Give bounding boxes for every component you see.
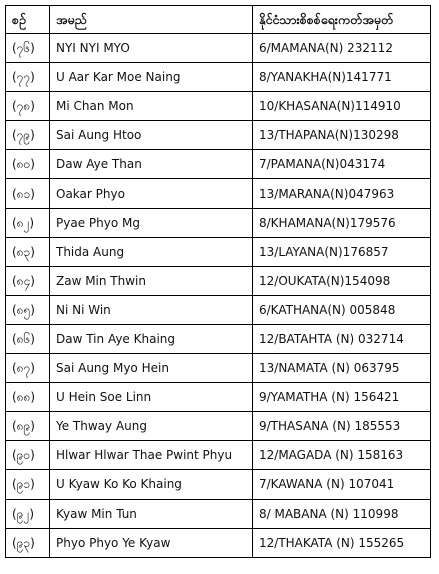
- cell-number: (၈၉): [6, 412, 50, 441]
- cell-nrc: 8/KHAMANA(N)179576: [253, 208, 431, 237]
- cell-number: (၇၇): [6, 63, 50, 92]
- table-row: [6, 499, 431, 528]
- table-row: [6, 470, 431, 499]
- cell-number: (၈၅): [6, 295, 50, 324]
- cell-number: (၉၀): [6, 441, 50, 470]
- cell-name: Ye Thway Aung: [50, 412, 253, 441]
- table-row: [6, 92, 431, 121]
- table-row: [6, 354, 431, 383]
- cell-number: (၈၇): [6, 354, 50, 383]
- column-header-nrc: နိုင်ငံသားစိစစ်ရေးကတ်အမှတ်: [253, 6, 431, 34]
- cell-name: Sai Aung Myo Hein: [50, 354, 253, 383]
- cell-name: Ni Ni Win: [50, 295, 253, 324]
- cell-nrc: 10/KHASANA(N)114910: [253, 92, 431, 121]
- cell-number: (၈၂): [6, 208, 50, 237]
- table-row: [6, 34, 431, 63]
- cell-name: Daw Tin Aye Khaing: [50, 324, 253, 353]
- cell-nrc: 12/BATAHTA (N) 032714: [253, 324, 431, 353]
- table-row: [6, 528, 431, 557]
- cell-number: (၈၁): [6, 179, 50, 208]
- column-header-name: အမည်: [50, 6, 253, 34]
- cell-nrc: 7/PAMANA(N)043174: [253, 150, 431, 179]
- table-row: [6, 63, 431, 92]
- cell-number: (၇၆): [6, 34, 50, 63]
- cell-nrc: 6/KATHANA(N) 005848: [253, 295, 431, 324]
- table-header: [6, 6, 431, 34]
- cell-nrc: 8/YANAKHA(N)141771: [253, 63, 431, 92]
- header-row: [6, 6, 431, 34]
- cell-name: Pyae Phyo Mg: [50, 208, 253, 237]
- cell-nrc: 12/THAKATA (N) 155265: [253, 528, 431, 557]
- table-row: [6, 179, 431, 208]
- cell-name: U Hein Soe Linn: [50, 383, 253, 412]
- cell-nrc: 8/ MABANA (N) 110998: [253, 499, 431, 528]
- table-row: [6, 412, 431, 441]
- column-header-no: စဉ်: [6, 6, 50, 34]
- table-row: [6, 237, 431, 266]
- cell-name: Oakar Phyo: [50, 179, 253, 208]
- cell-number: (၇၈): [6, 92, 50, 121]
- cell-name: Sai Aung Htoo: [50, 121, 253, 150]
- table-row: [6, 441, 431, 470]
- cell-number: (၈၄): [6, 266, 50, 295]
- table-row: [6, 383, 431, 412]
- table-row: [6, 208, 431, 237]
- cell-name: Zaw Min Thwin: [50, 266, 253, 295]
- cell-nrc: 13/MARANA(N)047963: [253, 179, 431, 208]
- cell-number: (၉၃): [6, 528, 50, 557]
- cell-name: Hlwar Hlwar Thae Pwint Phyu: [50, 441, 253, 470]
- cell-nrc: 13/THAPANA(N)130298: [253, 121, 431, 150]
- cell-name: Phyo Phyo Ye Kyaw: [50, 528, 253, 557]
- cell-nrc: 6/MAMANA(N) 232112: [253, 34, 431, 63]
- cell-name: Daw Aye Than: [50, 150, 253, 179]
- cell-name: NYI NYI MYO: [50, 34, 253, 63]
- cell-name: Thida Aung: [50, 237, 253, 266]
- cell-number: (၉၁): [6, 470, 50, 499]
- cell-number: (၈၃): [6, 237, 50, 266]
- table-row: [6, 295, 431, 324]
- table-body: [6, 34, 431, 558]
- cell-nrc: 9/THASANA (N) 185553: [253, 412, 431, 441]
- cell-number: (၉၂): [6, 499, 50, 528]
- cell-name: U Kyaw Ko Ko Khaing: [50, 470, 253, 499]
- cell-nrc: 9/YAMATHA (N) 156421: [253, 383, 431, 412]
- cell-nrc: 7/KAWANA (N) 107041: [253, 470, 431, 499]
- cell-nrc: 13/NAMATA (N) 063795: [253, 354, 431, 383]
- cell-nrc: 13/LAYANA(N)176857: [253, 237, 431, 266]
- table-row: [6, 150, 431, 179]
- member-table: [5, 5, 431, 558]
- cell-number: (၇၉): [6, 121, 50, 150]
- table-row: [6, 266, 431, 295]
- cell-name: Kyaw Min Tun: [50, 499, 253, 528]
- cell-nrc: 12/OUKATA(N)154098: [253, 266, 431, 295]
- table-row: [6, 121, 431, 150]
- table-row: [6, 324, 431, 353]
- cell-number: (၈၀): [6, 150, 50, 179]
- cell-name: Mi Chan Mon: [50, 92, 253, 121]
- cell-number: (၈၈): [6, 383, 50, 412]
- cell-number: (၈၆): [6, 324, 50, 353]
- cell-name: U Aar Kar Moe Naing: [50, 63, 253, 92]
- cell-nrc: 12/MAGADA (N) 158163: [253, 441, 431, 470]
